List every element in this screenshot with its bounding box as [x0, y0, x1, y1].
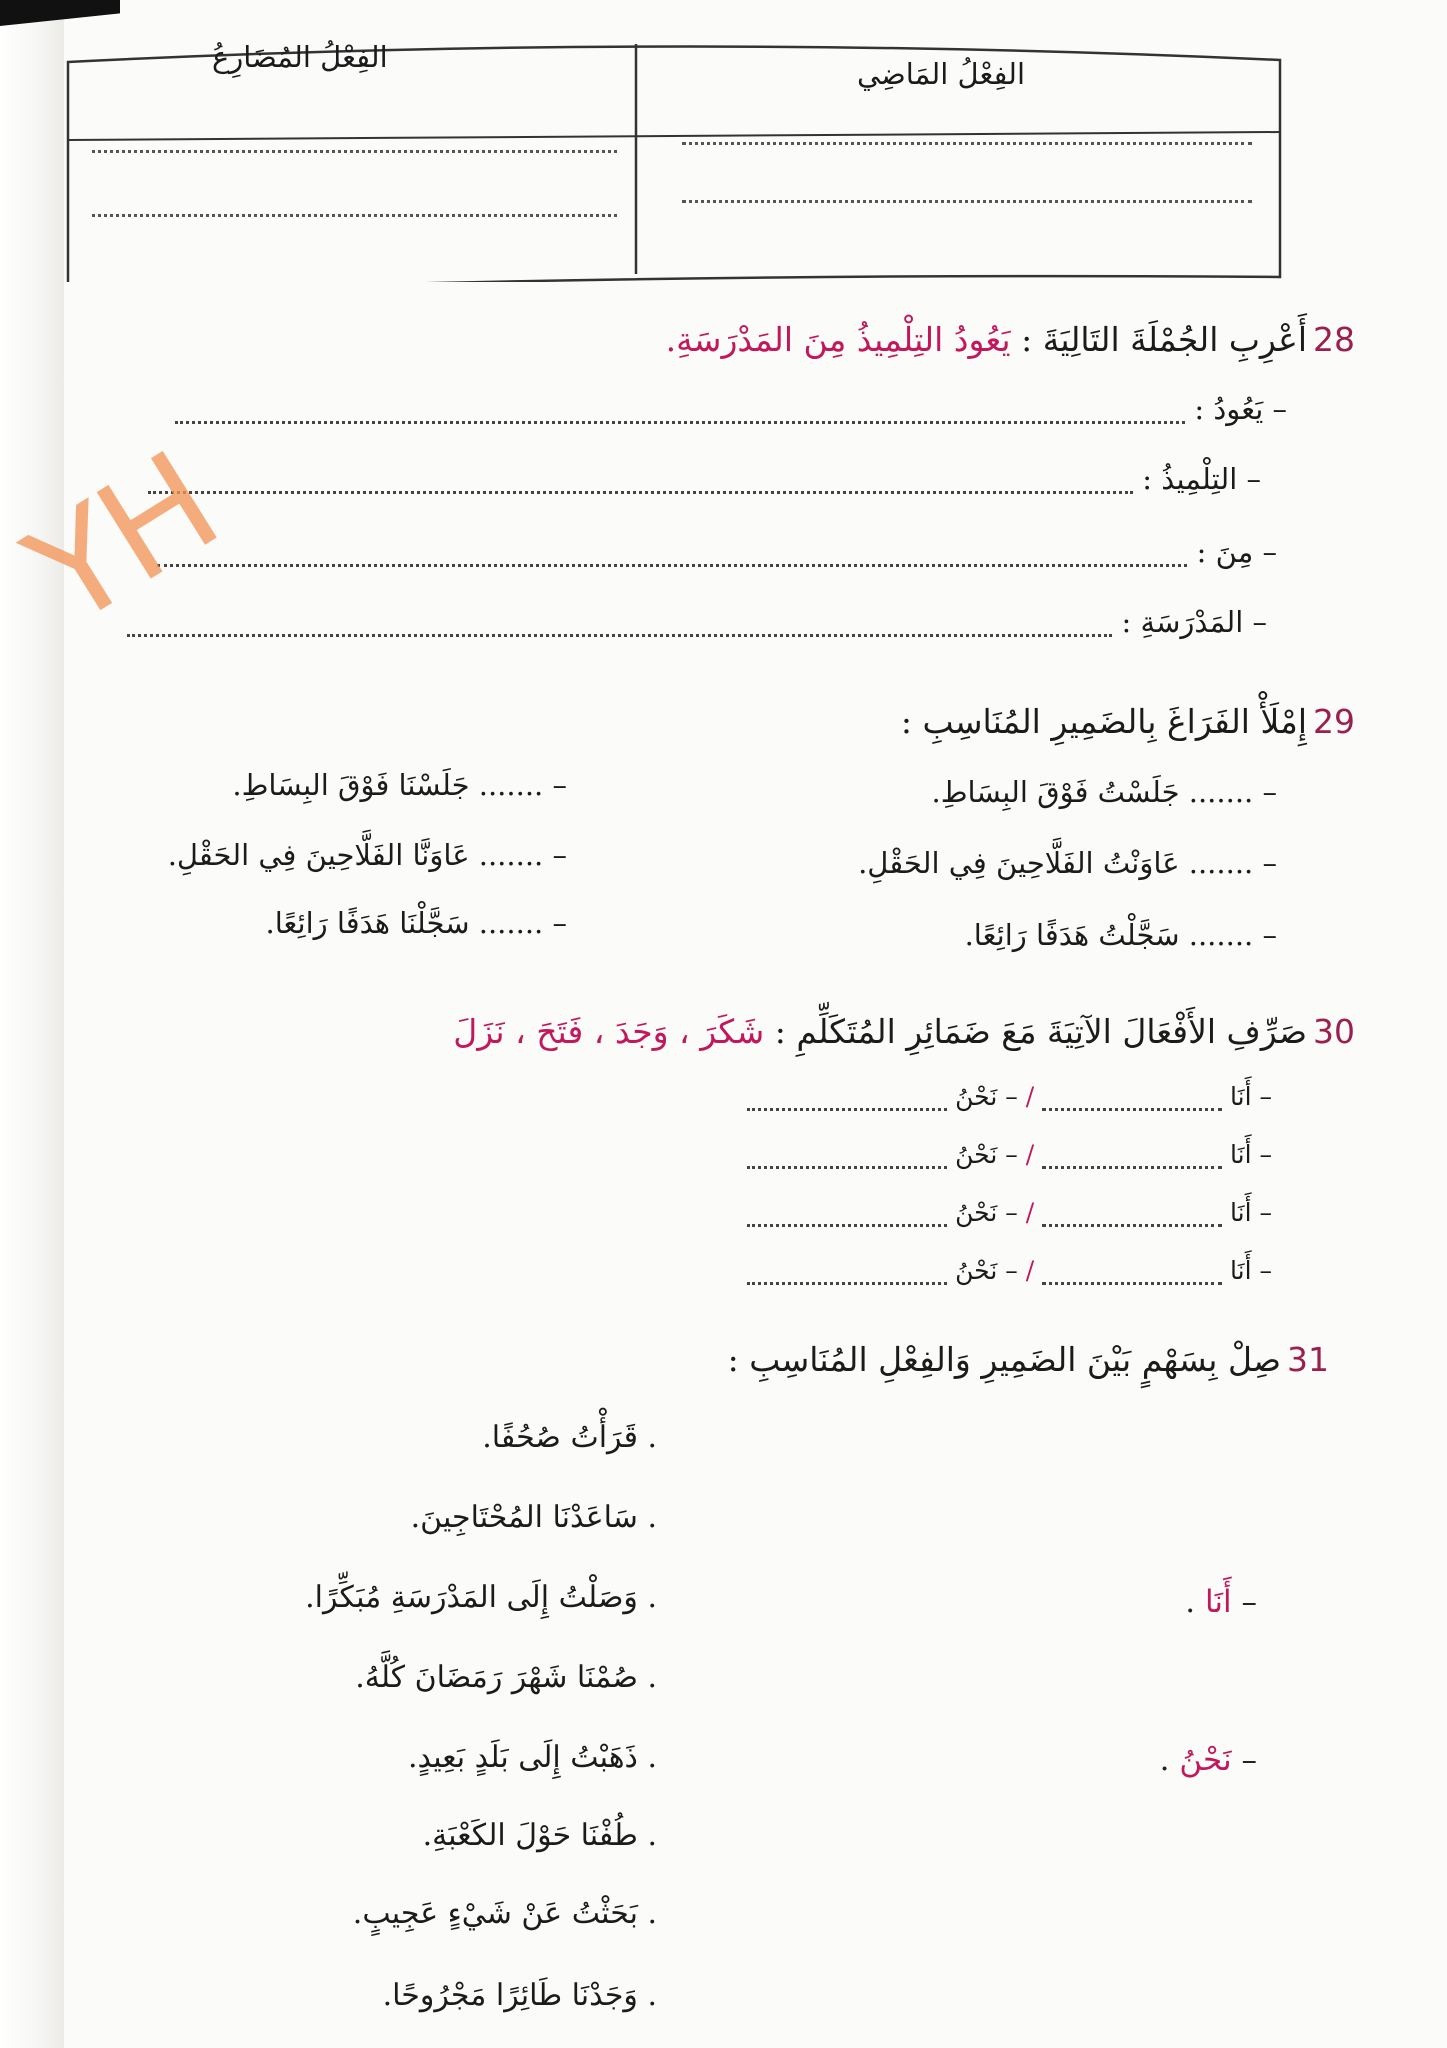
q30-row-3 — [747, 1198, 1272, 1227]
present-blank-1[interactable] — [92, 150, 617, 153]
q31-sentence-text: بَحَثْتُ عَنْ شَيْءٍ عَجِيبٍ. — [352, 1896, 638, 1931]
q31-sentence-text: طُفْنَا حَوْلَ الكَعْبَةِ. — [422, 1818, 638, 1853]
q30-nahnu-blank[interactable] — [747, 1144, 947, 1169]
q28-row-3 — [157, 535, 1277, 569]
q30-ana-label: – أَنَا — [1230, 1198, 1272, 1227]
q31-sentence-text: صُمْنَا شَهْرَ رَمَضَانَ كُلَّهُ. — [355, 1660, 638, 1695]
q28-answer-line[interactable] — [127, 612, 1112, 637]
q28-answer-line[interactable] — [148, 469, 1133, 494]
q30-title — [453, 1012, 1355, 1051]
q31-title — [728, 1340, 1329, 1379]
q28-number: 28 — [1313, 320, 1355, 359]
q29-sentence: سَجَّلْنَا هَدَفًا رَائِعًا. — [265, 906, 470, 940]
q30-ana-blank[interactable] — [1042, 1260, 1222, 1285]
q31-pronoun-dash: – — [1231, 1742, 1257, 1778]
q30-nahnu-label: – نَحْنُ — [955, 1140, 1018, 1169]
q31-sentence-text: وَجَدْنَا طَائِرًا مَجْرُوحًا. — [382, 1978, 638, 2013]
q30-row-4 — [747, 1256, 1272, 1285]
q31-pronoun-ana-label: أَنَا — [1204, 1584, 1232, 1620]
q29-sentence: جَلَسْتُ فَوْقَ البِسَاطِ. — [931, 775, 1180, 809]
q30-verbs: شَكَرَ ، وَجَدَ ، فَتَحَ ، نَزَلَ — [453, 1012, 765, 1051]
q29-left-item-2 — [168, 838, 567, 872]
q29-sentence: عَاوَنْتُ الفَلَّاحِينَ فِي الحَقْلِ. — [858, 846, 1180, 880]
page-edge — [0, 0, 64, 2048]
q30-slash: / — [1025, 1256, 1035, 1285]
q29-sentence: عَاوَنَّا الفَلَّاحِينَ فِي الحَقْلِ. — [167, 838, 470, 872]
q31-pronoun-dot: . — [1159, 1742, 1170, 1778]
q31-pronoun-ana[interactable] — [1185, 1584, 1257, 1620]
q29-number: 29 — [1313, 702, 1355, 741]
q29-title — [901, 702, 1355, 741]
q30-ana-blank[interactable] — [1042, 1086, 1222, 1111]
q31-sentence-text: قَرَأْتُ صُحُفًا. — [482, 1420, 638, 1455]
q30-ana-label: – أَنَا — [1230, 1256, 1272, 1285]
q30-nahnu-label: – نَحْنُ — [955, 1082, 1018, 1111]
q28-prompt: أَعْرِبِ الجُمْلَةَ التَالِيَةَ : — [1021, 320, 1307, 359]
watermark-logo: YH — [1, 422, 244, 658]
q28-title — [666, 320, 1355, 359]
q30-ana-label: – أَنَا — [1230, 1140, 1272, 1169]
q31-pronoun-nahnu[interactable] — [1160, 1742, 1257, 1778]
q30-row-2 — [747, 1140, 1272, 1169]
q29-prompt: إِمْلَأْ الفَرَاغَ بِالضَمِيرِ المُنَاسِبِ : — [900, 702, 1307, 741]
q30-ana-blank[interactable] — [1042, 1202, 1222, 1227]
q31-sentence-3: . وَصَلْتُ إِلَى المَدْرَسَةِ مُبَكِّرًا. — [305, 1580, 657, 1615]
q29-left-item-3 — [265, 906, 567, 940]
q29-blank[interactable]: – ....... — [1179, 846, 1277, 880]
q31-sentence-text: وَصَلْتُ إِلَى المَدْرَسَةِ مُبَكِّرًا. — [305, 1580, 638, 1615]
past-blank-1[interactable] — [682, 142, 1252, 145]
q28-row-4 — [127, 605, 1267, 639]
q31-pronoun-nahnu-label: نَحْنُ — [1179, 1742, 1232, 1778]
q30-ana-label: – أَنَا — [1230, 1082, 1272, 1111]
q29-blank[interactable]: – ....... — [1179, 918, 1277, 952]
q30-nahnu-blank[interactable] — [747, 1086, 947, 1111]
q31-pronoun-dot: . — [1185, 1584, 1196, 1620]
past-blank-2[interactable] — [682, 200, 1252, 203]
q29-sentence: جَلَسْنَا فَوْقَ البِسَاطِ. — [232, 768, 470, 802]
q31-sentence-text: سَاعَدْنَا المُحْتَاجِينَ. — [410, 1500, 638, 1535]
verb-table — [62, 22, 1282, 282]
q31-sentence-1: . قَرَأْتُ صُحُفًا. — [482, 1420, 657, 1455]
q31-sentence-4: . صُمْنَا شَهْرَ رَمَضَانَ كُلَّهُ. — [355, 1660, 657, 1695]
q30-nahnu-label: – نَحْنُ — [955, 1256, 1018, 1285]
q30-nahnu-blank[interactable] — [747, 1202, 947, 1227]
q28-row-2 — [148, 462, 1261, 496]
q29-blank[interactable]: – ....... — [1179, 775, 1277, 809]
q28-word-label: – يَعُودُ : — [1194, 392, 1287, 426]
q28-answer-line[interactable] — [175, 399, 1185, 424]
q29-left-item-1 — [232, 768, 567, 802]
q30-ana-blank[interactable] — [1042, 1144, 1222, 1169]
q31-sentence-5: . ذَهَبْتُ إِلَى بَلَدٍ بَعِيدٍ. — [407, 1740, 657, 1775]
q31-sentence-7: . بَحَثْتُ عَنْ شَيْءٍ عَجِيبٍ. — [352, 1896, 657, 1931]
q30-prompt: صَرِّفِ الأَفْعَالَ الآتِيَةَ مَعَ ضَمَائِرِ المُتَكَلِّمِ : — [774, 1012, 1307, 1051]
q30-slash: / — [1025, 1198, 1035, 1227]
q29-blank[interactable]: – ....... — [469, 838, 567, 872]
q30-row-1 — [747, 1082, 1272, 1111]
q28-answer-line[interactable] — [157, 542, 1187, 567]
q30-slash: / — [1025, 1082, 1035, 1111]
q31-prompt: صِلْ بِسَهْمٍ بَيْنَ الضَمِيرِ وَالفِعْلِ المُنَاسِبِ : — [727, 1340, 1281, 1379]
q28-word-label: – التِلْمِيذُ : — [1142, 462, 1261, 496]
q29-right-item-2 — [858, 846, 1277, 880]
present-blank-2[interactable] — [92, 214, 617, 217]
past-tense-header: الفِعْلُ المَاضِي — [857, 57, 1026, 91]
q31-pronoun-dash: – — [1231, 1584, 1257, 1620]
q29-right-item-3 — [965, 918, 1277, 952]
q31-sentence-8: . وَجَدْنَا طَائِرًا مَجْرُوحًا. — [382, 1978, 657, 2013]
q30-nahnu-label: – نَحْنُ — [955, 1198, 1018, 1227]
q29-sentence: سَجَّلْتُ هَدَفًا رَائِعًا. — [964, 918, 1180, 952]
q29-blank[interactable]: – ....... — [469, 906, 567, 940]
q31-sentence-2: . سَاعَدْنَا المُحْتَاجِينَ. — [410, 1500, 657, 1535]
q30-slash: / — [1025, 1140, 1035, 1169]
present-tense-header: الفِعْلُ المُضَارِعُ — [212, 40, 388, 74]
q28-sentence: يَعُودُ التِلْمِيذُ مِنَ المَدْرَسَةِ. — [665, 320, 1011, 359]
q29-blank[interactable]: – ....... — [469, 768, 567, 802]
q30-number: 30 — [1313, 1012, 1355, 1051]
q30-nahnu-blank[interactable] — [747, 1260, 947, 1285]
q31-number: 31 — [1287, 1340, 1329, 1379]
q31-sentence-text: ذَهَبْتُ إِلَى بَلَدٍ بَعِيدٍ. — [407, 1740, 638, 1775]
q28-word-label: – المَدْرَسَةِ : — [1121, 605, 1267, 639]
q28-word-label: – مِنَ : — [1196, 535, 1277, 569]
q31-sentence-6: . طُفْنَا حَوْلَ الكَعْبَةِ. — [422, 1818, 657, 1853]
q28-row-1 — [175, 392, 1287, 426]
q29-right-item-1 — [931, 775, 1277, 809]
